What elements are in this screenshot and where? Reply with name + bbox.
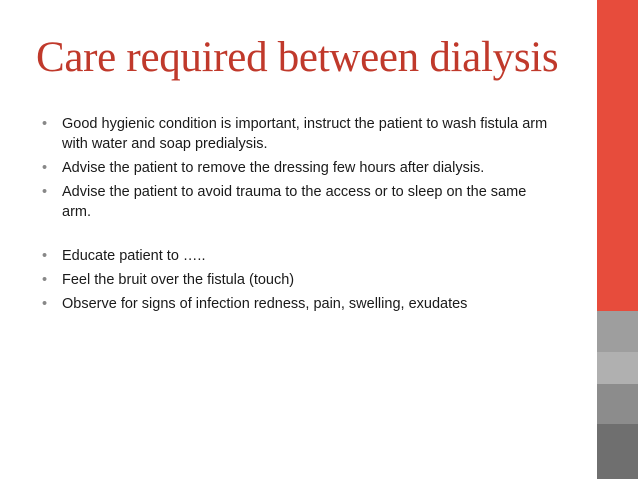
bullet-item bbox=[42, 182, 557, 222]
bullet-dot-icon: • bbox=[42, 272, 48, 288]
decorative-side-bar bbox=[597, 0, 638, 479]
bullet-item bbox=[42, 246, 557, 266]
bullet-dot-icon: • bbox=[42, 184, 48, 200]
bullet-dot-icon: • bbox=[42, 160, 48, 176]
bullet-item bbox=[42, 114, 557, 154]
bullet-dot-icon: • bbox=[42, 248, 48, 264]
bullet-text: Advise the patient to avoid trauma to the access or to sleep on the same arm. bbox=[62, 184, 527, 220]
side-bar-red-segment bbox=[597, 0, 638, 311]
bullet-list bbox=[42, 114, 557, 318]
bullet-item bbox=[42, 270, 557, 290]
bullet-dot-icon: • bbox=[42, 116, 48, 132]
side-bar-gray-segment-3 bbox=[597, 384, 638, 424]
side-bar-gray-segment-1 bbox=[597, 311, 638, 352]
bullet-text: Observe for signs of infection redness, pain, swelling, exudates bbox=[62, 296, 468, 312]
side-bar-gray-segment-4 bbox=[597, 424, 638, 479]
slide-title: Care required between dialysis bbox=[36, 34, 559, 81]
bullet-text: Good hygienic condition is important, instruct the patient to wash fistula arm with water and soap predialysis. bbox=[62, 116, 548, 152]
bullet-item bbox=[42, 158, 557, 178]
bullet-dot-icon: • bbox=[42, 296, 48, 312]
bullet-text: Advise the patient to remove the dressing few hours after dialysis. bbox=[62, 160, 485, 176]
side-bar-gray-segment-2 bbox=[597, 352, 638, 384]
bullet-text: Feel the bruit over the fistula (touch) bbox=[62, 272, 295, 288]
bullet-item bbox=[42, 294, 557, 314]
bullet-text: Educate patient to ….. bbox=[62, 248, 206, 264]
